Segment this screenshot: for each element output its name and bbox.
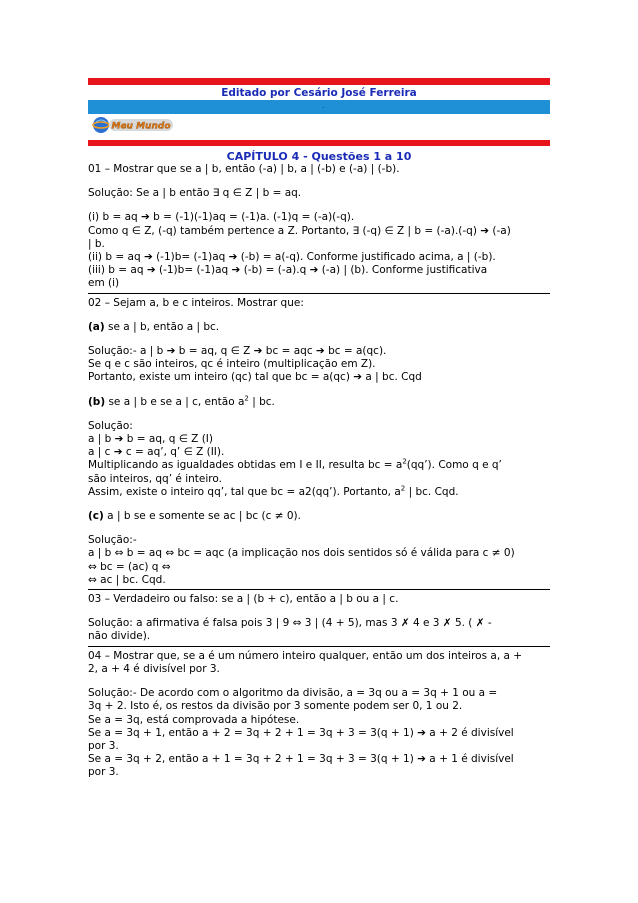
q02-a-label: (a) bbox=[88, 320, 105, 333]
logo-row bbox=[88, 116, 550, 136]
q01-iii-line1: (iii) b = aq ➔ (-1)b= (-1)aq ➔ (-b) = (-a).q ➔ (-a) | (b). Conforme justificativa bbox=[88, 264, 488, 277]
q02-c-sol1: Solução:- bbox=[88, 534, 137, 547]
chapter-title: CAPÍTULO 4 - Questões 1 a 10 bbox=[226, 150, 412, 163]
q02-c-sol4: ⇔ ac | bc. Cqd. bbox=[88, 573, 166, 586]
q02-b-sol4-sup: 2 bbox=[402, 457, 407, 466]
q04-sol6: Se a = 3q + 2, então a + 1 = 3q + 2 + 1 = 3q + 3 = 3(q + 1) ➔ a + 1 é divisível bbox=[88, 753, 514, 766]
q04-statement1: 04 – Mostrar que, se a é um número inteiro qualquer, então um dos inteiros a, a + bbox=[88, 649, 523, 662]
q02-statement: 02 – Sejam a, b e c inteiros. Mostrar que: bbox=[88, 296, 304, 309]
q02-b-sol4-pre: Multiplicando as igualdades obtidas em I e II, resulta bc = a bbox=[88, 459, 403, 472]
q02-b-sol2: a | b ➔ b = aq, q ∈ Z (I) bbox=[88, 433, 214, 446]
section-divider bbox=[88, 293, 550, 294]
q01-i-line2: Como q ∈ Z, (-q) também pertence a Z. Portanto, ∃ (-q) ∈ Z | b = (-a).(-q) ➔ (-a) bbox=[88, 224, 511, 237]
q03-sol1: Solução: a afirmativa é falsa pois 3 | 9 ⇔ 3 | (4 + 5), mas 3 ✗ 4 e 3 ✗ 5. ( ✗ - bbox=[88, 617, 492, 630]
q04-sol5: por 3. bbox=[88, 739, 119, 752]
header-red-bar bbox=[88, 78, 550, 85]
q04-sol4: Se a = 3q + 1, então a + 2 = 3q + 2 + 1 = 3q + 3 = 3(q + 1) ➔ a + 2 é divisível bbox=[88, 726, 514, 739]
q02-b-sol4-post: (qq’). Como q e q’ bbox=[406, 459, 502, 472]
header-blue-bar bbox=[88, 100, 550, 114]
q02-b-sol5: são inteiros, qq’ é inteiro. bbox=[88, 472, 222, 485]
svg-text:Meu Mundo: Meu Mundo bbox=[111, 121, 171, 132]
q02-c-label: (c) bbox=[88, 510, 104, 523]
q03-statement: 03 – Verdadeiro ou falso: se a | (b + c), então a | b ou a | c. bbox=[88, 593, 399, 606]
q02-b-sol1: Solução: bbox=[88, 419, 133, 432]
q01-solution: Solução: Se a | b então ∃ q ∈ Z | b = aq. bbox=[88, 187, 302, 200]
meu-mundo-logo bbox=[92, 116, 176, 134]
q01-i-line1: (i) b = aq ➔ b = (-1)(-1)aq = (-1)a. (-1)q = (-a)(-q). bbox=[88, 211, 355, 224]
header-dot: . bbox=[322, 101, 325, 110]
q02-b-text-post: | bc. bbox=[248, 395, 275, 408]
q02-c-text: a | b se e somente se ac | bc (c ≠ 0). bbox=[103, 510, 301, 523]
q02-b-sol6-sup: 2 bbox=[400, 484, 406, 493]
q02-c-sol3: ⇔ bc = (ac) q ⇔ bbox=[88, 560, 171, 573]
q01-i-line3: | b. bbox=[88, 237, 105, 250]
q02-a-sol1: Solução:- a | b ➔ b = aq, q ∈ Z ➔ bc = aqc ➔ bc = a(qc). bbox=[88, 345, 387, 358]
q01-ii-line: (ii) b = aq ➔ (-1)b= (-1)aq ➔ (-b) = a(-q). Conforme justificado acima, a | (-b). bbox=[88, 251, 496, 264]
q02-a-item bbox=[88, 321, 550, 334]
q02-b-label: (b) bbox=[88, 395, 106, 408]
q02-b-item bbox=[88, 396, 550, 409]
q02-b-sol6-pre: Assim, existe o inteiro qq’, tal que bc = a2(qq’). Portanto, a bbox=[88, 485, 401, 498]
q03-sol2: não divide). bbox=[88, 630, 151, 643]
q02-b-sol6-post: | bc. Cqd. bbox=[405, 485, 459, 498]
q02-a-sol2: Se q e c são inteiros, qc é inteiro (multiplicação em Z). bbox=[88, 358, 376, 371]
header-title: Editado por Cesário José Ferreira bbox=[221, 87, 417, 99]
q04-statement2: 2, a + 4 é divisível por 3. bbox=[88, 662, 220, 675]
q01-iii-line2: em (i) bbox=[88, 277, 120, 290]
q02-c-sol2: a | b ⇔ b = aq ⇔ bc = aqc (a implicação nos dois sentidos só é válida para c ≠ 0) bbox=[88, 547, 515, 560]
q02-c-item bbox=[88, 510, 550, 523]
q01-statement: 01 – Mostrar que se a | b, então (-a) | b, a | (-b) e (-a) | (-b). bbox=[88, 163, 400, 175]
q02-b-sol4 bbox=[88, 459, 550, 472]
section-divider bbox=[88, 589, 550, 590]
q02-b-sol3: a | c ➔ c = aq’, q’ ∈ Z (II). bbox=[88, 446, 225, 459]
q04-sol7: por 3. bbox=[88, 766, 119, 779]
q02-a-sol3: Portanto, existe um inteiro (qc) tal que bc = a(qc) ➔ a | bc. Cqd bbox=[88, 371, 422, 384]
q02-b-sol6 bbox=[88, 486, 550, 499]
q04-sol1: Solução:- De acordo com o algoritmo da divisão, a = 3q ou a = 3q + 1 ou a = bbox=[88, 687, 498, 700]
header-red-bar-lower bbox=[88, 140, 550, 146]
q04-sol2: 3q + 2. Isto é, os restos da divisão por 3 somente podem ser 0, 1 ou 2. bbox=[88, 700, 463, 713]
q02-a-text: se a | b, então a | bc. bbox=[104, 320, 220, 333]
q04-sol3: Se a = 3q, está comprovada a hipótese. bbox=[88, 713, 300, 726]
document-page bbox=[88, 78, 550, 780]
section-divider bbox=[88, 646, 550, 647]
q02-b-sup: 2 bbox=[244, 394, 249, 403]
q02-b-text: se a | b e se a | c, então a bbox=[105, 395, 245, 408]
